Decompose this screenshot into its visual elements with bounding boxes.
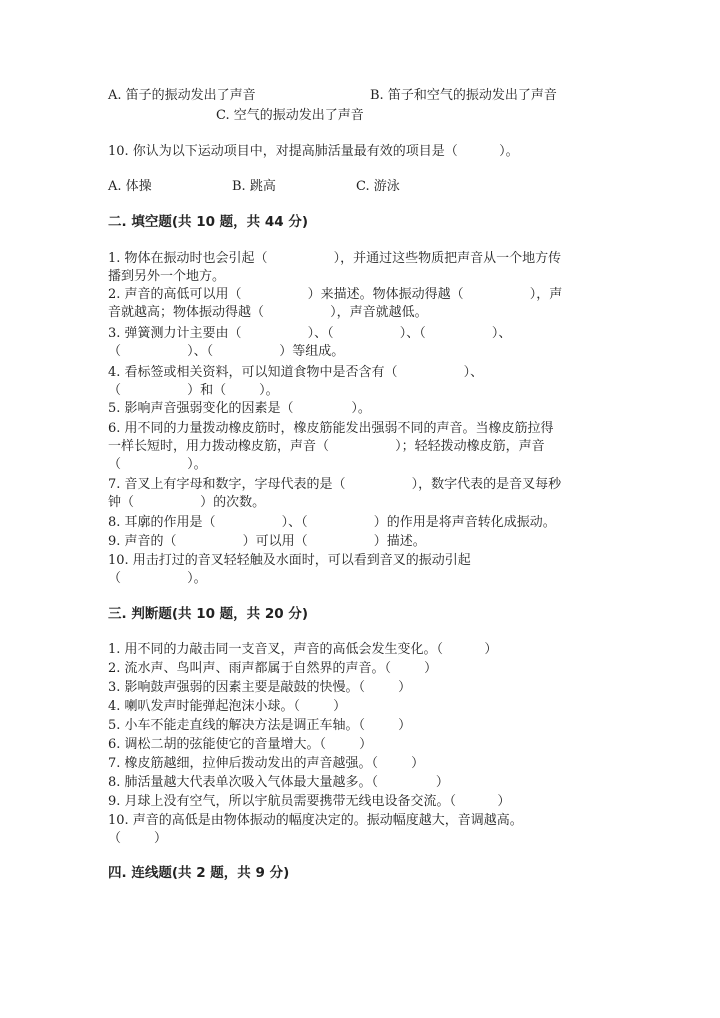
section3-heading: 三. 判断题(共 10 题，共 20 分)	[108, 606, 309, 622]
q10-option-b: B. 跳高	[232, 179, 276, 194]
q9-option-c: C. 空气的振动发出了声音	[216, 108, 364, 123]
section2-line: 2. 声音的高低可以用（ ）来描述。物体振动得越（ ），声	[108, 287, 563, 302]
section3-line: （ ）	[108, 831, 168, 846]
section2-line: 一样长短时，用力拨动橡皮筋，声音（ ）；轻轻拨动橡皮筋，声音	[108, 439, 545, 454]
section2-line: （ ）。	[108, 457, 207, 472]
section4-heading: 四. 连线题(共 2 题，共 9 分)	[108, 865, 290, 881]
q10-stem: 10. 你认为以下运动项目中，对提高肺活量最有效的项目是（ ）。	[108, 144, 519, 159]
section2-line: 音就越高；物体振动得越（ ），声音就越低。	[108, 305, 428, 320]
section2-line: （ ）。	[108, 571, 207, 586]
section2-line: 1. 物体在振动时也会引起（ ），并通过这些物质把声音从一个地方传	[108, 251, 562, 266]
section3-line: 8. 肺活量越大代表单次吸入气体最大量越多。（ ）	[108, 775, 449, 790]
section2-line: 10. 用击打过的音叉轻轻触及水面时，可以看到音叉的振动引起	[108, 553, 471, 568]
section3-line: 4. 喇叭发声时能弹起泡沫小球。（ ）	[108, 699, 347, 714]
q10-option-c: C. 游泳	[356, 179, 400, 194]
section2-line: 播到另外一个地方。	[108, 269, 226, 284]
q10-option-a: A. 体操	[108, 179, 152, 194]
section2-line: 7. 音叉上有字母和数字，字母代表的是（ ），数字代表的是音叉每秒	[108, 477, 562, 492]
section3-line: 6. 调松二胡的弦能使它的音量增大。（ ）	[108, 737, 373, 752]
section3-line: 10. 声音的高低是由物体振动的幅度决定的。振动幅度越大，音调越高。	[108, 813, 523, 828]
section3-line: 3. 影响鼓声强弱的因素主要是敲鼓的快慢。（ ）	[108, 680, 412, 695]
section2-line: （ ）、（ ）等组成。	[108, 344, 345, 359]
section2-line: 钟（ ）的次数。	[108, 495, 266, 510]
section2-line: 3. 弹簧测力计主要由（ ）、（ ）、（ ）、	[108, 326, 512, 341]
q9-option-a: A. 笛子的振动发出了声音	[108, 88, 256, 103]
section3-line: 7. 橡皮筋越细，拉伸后拨动发出的声音越强。（ ）	[108, 756, 425, 771]
section3-line: 1. 用不同的力敲击同一支音叉，声音的高低会发生变化。（ ）	[108, 642, 498, 657]
section2-heading: 二. 填空题(共 10 题，共 44 分)	[108, 214, 309, 230]
section2-line: 8. 耳廓的作用是（ ）、（ ）的作用是将声音转化成振动。	[108, 515, 556, 530]
section2-line: 5. 影响声音强弱变化的因素是（ ）。	[108, 401, 371, 416]
section2-line: 6. 用不同的力量拨动橡皮筋时，橡皮筋能发出强弱不同的声音。当橡皮筋拉得	[108, 421, 554, 436]
section3-line: 2. 流水声、鸟叫声、雨声都属于自然界的声音。（ ）	[108, 661, 438, 676]
section3-line: 9. 月球上没有空气，所以宇航员需要携带无线电设备交流。（ ）	[108, 794, 511, 809]
section2-line: 4. 看标签或相关资料，可以知道食物中是否含有（ ）、	[108, 365, 484, 380]
section2-line: 9. 声音的（ ）可以用（ ）描述。	[108, 534, 426, 549]
section2-line: （ ）和（ ）。	[108, 383, 279, 398]
q9-option-b: B. 笛子和空气的振动发出了声音	[370, 88, 557, 103]
section3-line: 5. 小车不能走直线的解决方法是调正车轴。（ ）	[108, 718, 412, 733]
